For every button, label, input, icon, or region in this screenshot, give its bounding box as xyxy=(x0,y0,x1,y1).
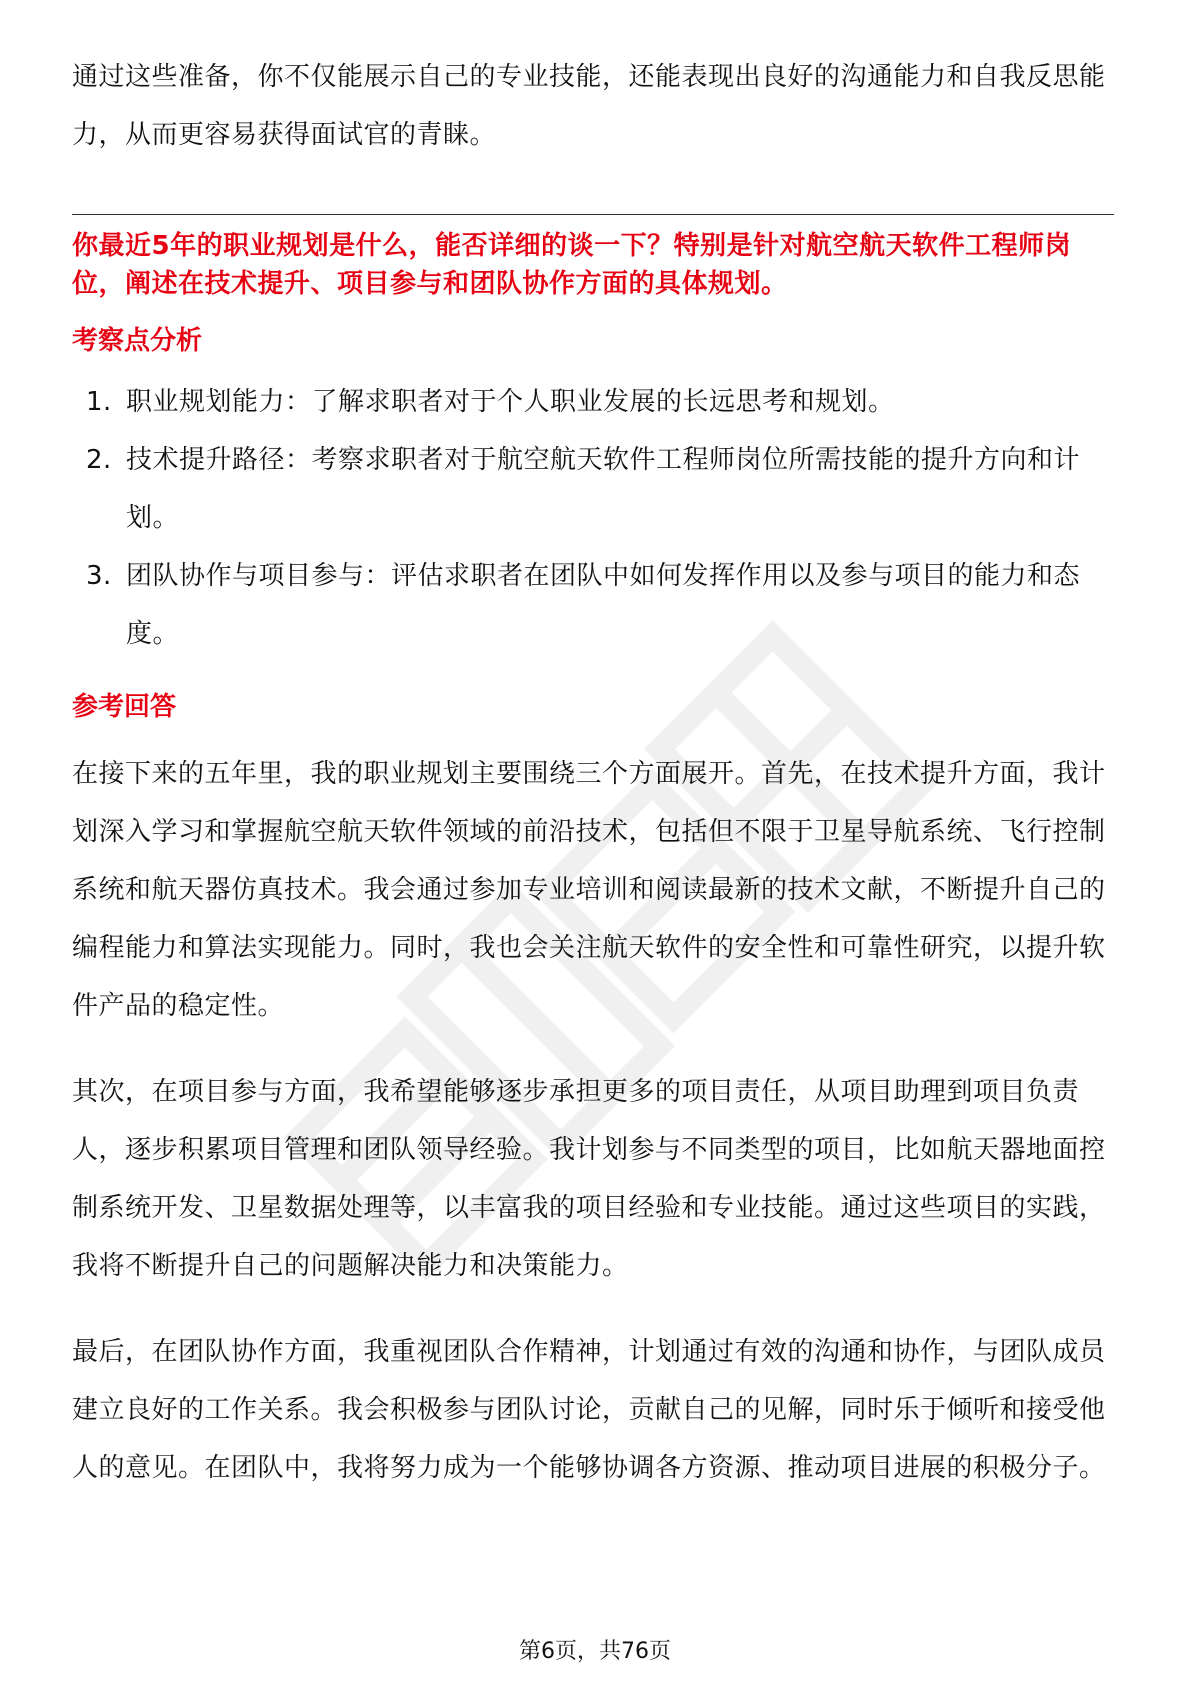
analysis-item xyxy=(72,547,1114,663)
analysis-item-number: 1. xyxy=(86,387,112,417)
analysis-item xyxy=(72,373,1114,431)
interview-question: 你最近5年的职业规划是什么，能否详细的谈一下？特别是针对航空航天软件工程师岗位，阐述在技术提升、项目参与和团队协作方面的具体规划。 xyxy=(72,231,1072,299)
analysis-item-number: 2. xyxy=(86,445,112,475)
intro-paragraph: 通过这些准备，你不仅能展示自己的专业技能，还能表现出良好的沟通能力和自我反思能力，从而更容易获得面试官的青睐。 xyxy=(72,62,1106,150)
analysis-list xyxy=(72,373,1114,663)
analysis-item-text: 技术提升路径：考察求职者对于航空航天软件工程师岗位所需技能的提升方向和计划。 xyxy=(126,445,1081,533)
analysis-item-text: 团队协作与项目参与：评估求职者在团队中如何发挥作用以及参与项目的能力和态度。 xyxy=(126,561,1081,649)
page-number: 第6页，共76页 xyxy=(519,1639,671,1664)
answer-heading: 参考回答 xyxy=(72,692,177,722)
answer-paragraph: 其次，在项目参与方面，我希望能够逐步承担更多的项目责任，从项目助理到项目负责人，逐步积累项目管理和团队领导经验。我计划参与不同类型的项目，比如航天器地面控制系统开发、卫星数据处理等，以丰富我的项目经验和专业技能。通过这些项目的实践，我将不断提升自己的问题解决能力和决策能力。 xyxy=(72,1077,1106,1281)
section-divider xyxy=(72,214,1114,215)
analysis-heading: 考察点分析 xyxy=(72,326,203,356)
document-page xyxy=(72,48,1114,1525)
answer-paragraph: 在接下来的五年里，我的职业规划主要围绕三个方面展开。首先，在技术提升方面，我计划深入学习和掌握航空航天软件领域的前沿技术，包括但不限于卫星导航系统、飞行控制系统和航天器仿真技术。我会通过参加专业培训和阅读最新的技术文献，不断提升自己的编程能力和算法实现能力。同时，我也会关注航天软件的安全性和可靠性研究，以提升软件产品的稳定性。 xyxy=(72,759,1106,1021)
analysis-item-text: 职业规划能力：了解求职者对于个人职业发展的长远思考和规划。 xyxy=(126,387,895,417)
answer-paragraph: 最后，在团队协作方面，我重视团队合作精神，计划通过有效的沟通和协作，与团队成员建立良好的工作关系。我会积极参与团队讨论，贡献自己的见解，同时乐于倾听和接受他人的意见。在团队中，我将努力成为一个能够协调各方资源、推动项目进展的积极分子。 xyxy=(72,1337,1106,1483)
analysis-item xyxy=(72,431,1114,547)
analysis-item-number: 3. xyxy=(86,561,112,591)
